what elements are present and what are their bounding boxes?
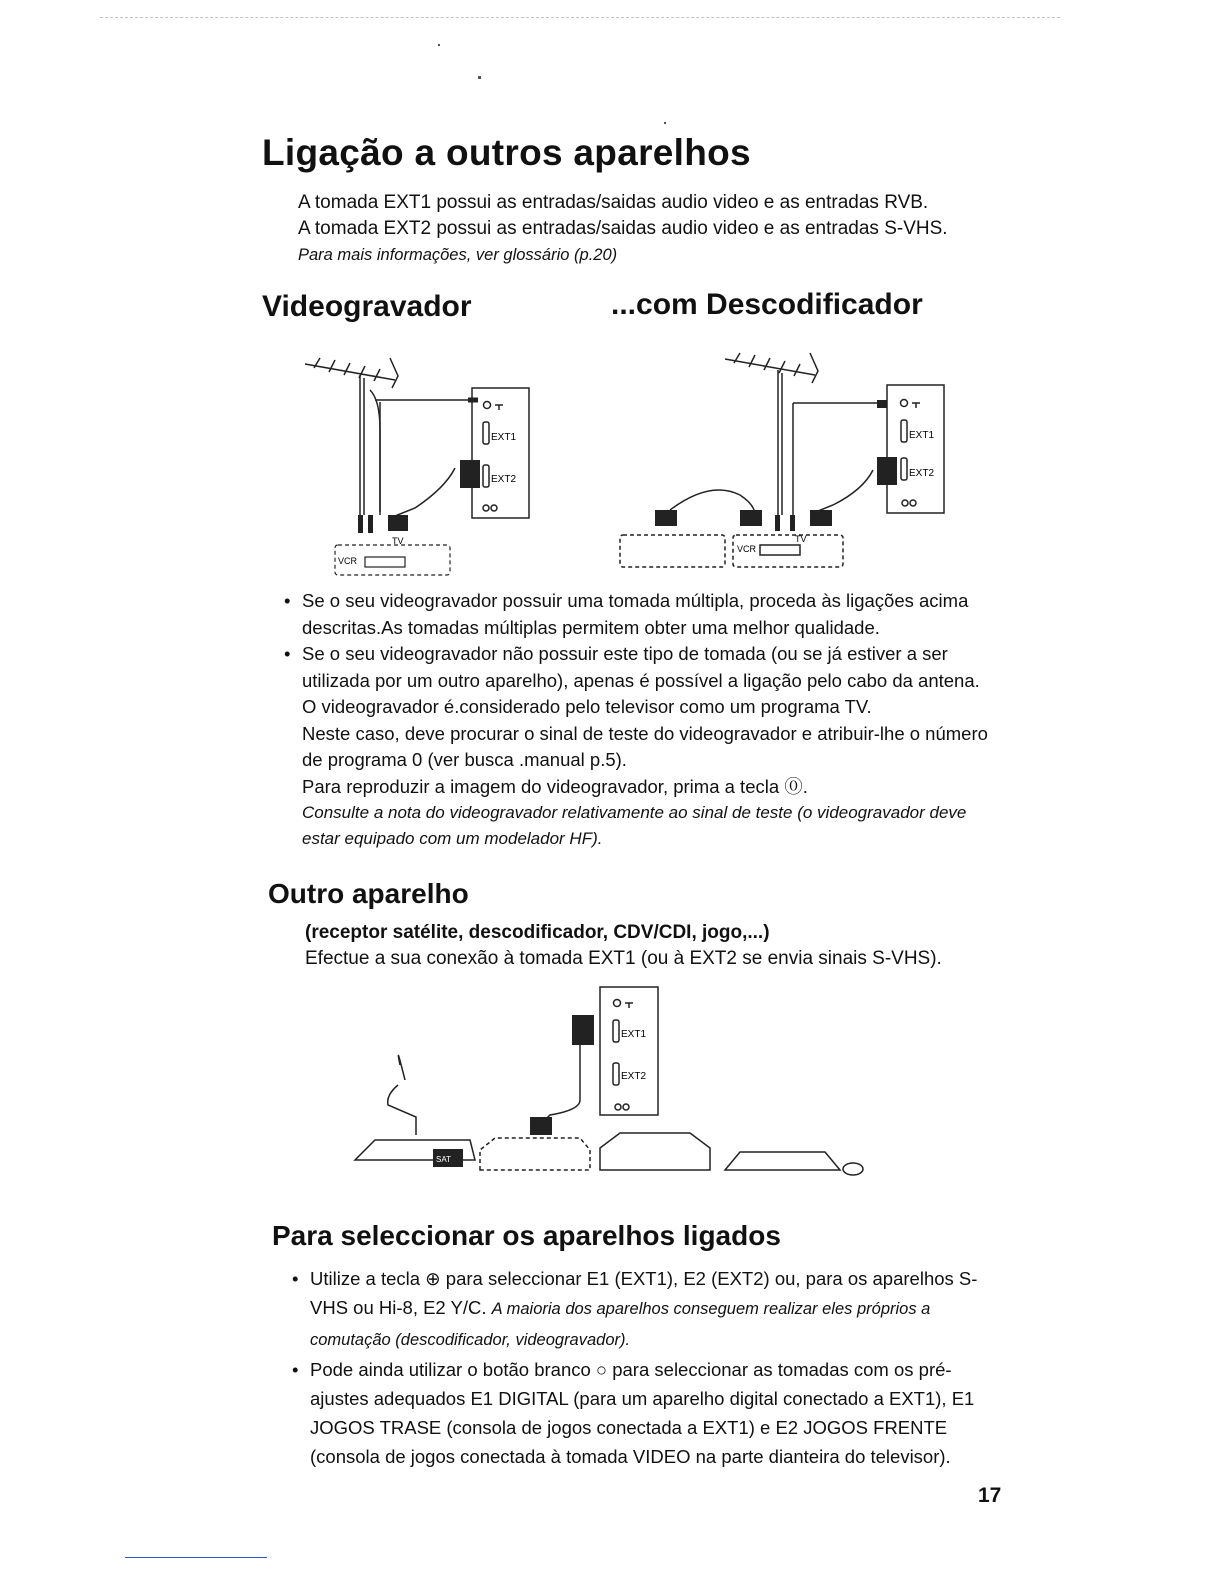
vcr-bullet-2-line-2: O videogravador é.considerado pelo televisor como um programa TV.	[302, 696, 872, 717]
scan-speck	[438, 44, 440, 46]
intro-note: Para mais informações, ver glossário (p.20)	[298, 246, 618, 264]
ext1-label: EXT1	[621, 1029, 647, 1040]
vcr-bullet-2-line-3: Neste caso, deve procurar o sinal de teste do videogravador e atribuir-lhe o número de programa 0 (ver busca .manual p.5).	[302, 722, 988, 770]
select-bullet-1-text: Utilize a tecla ⊕ para seleccionar E1 (EXT1), E2 (EXT2) ou, para os aparelhos S-VHS ou Hi-8, E2 Y/C.	[310, 1268, 978, 1318]
select-bullets	[292, 1264, 992, 1471]
scart-plug-tv	[460, 460, 480, 488]
vcr-bullets	[284, 588, 989, 852]
ext1-label: EXT1	[909, 430, 935, 441]
scart-plug-tv	[572, 1015, 594, 1045]
ext2-label: EXT2	[621, 1071, 647, 1082]
page-number: 17	[978, 1484, 1002, 1507]
intro-line-1: A tomada EXT1 possui as entradas/saidas audio video e as entradas RVB.	[298, 192, 929, 213]
decoder-device	[480, 1138, 590, 1170]
ext1-label: EXT1	[491, 432, 517, 443]
cdv-player	[600, 1133, 710, 1170]
vcr-bullet-2-note: Consulte a nota do videogravador relativamente ao sinal de teste (o videogravador deve estar equipado com um modelador HF).	[302, 803, 967, 848]
other-devices-diagram	[330, 985, 890, 1195]
tv-back-panel	[472, 388, 529, 518]
sat-label: SAT	[436, 1155, 451, 1164]
antenna-tip	[390, 358, 398, 388]
game-mouse	[843, 1163, 863, 1175]
vcr-bullet-1: • Se o seu videogravador possuir uma tomada múltipla, proceda às ligações acima descritas.As tomadas múltiplas permitem obter uma melhor qualidade.	[284, 588, 989, 641]
scart-plug-vcr	[388, 515, 408, 531]
rf-plug-2	[368, 515, 373, 533]
dish-arm	[398, 1055, 405, 1080]
tv-label: TV	[795, 534, 807, 544]
vcr-bullet-2	[284, 641, 989, 852]
heading-outro-aparelho: Outro aparelho	[268, 878, 469, 909]
scart-cable	[813, 470, 873, 513]
decoder-device	[620, 535, 725, 567]
scart-plug-decoder	[655, 510, 677, 526]
vcr-bullet-2-line-1: • Se o seu videogravador não possuir este tipo de tomada (ou se já estiver a ser utilizada por um outro aparelho), apenas é possível a ligação pelo cabo da antena.	[302, 643, 980, 691]
heading-videogravador: Videogravador	[262, 290, 472, 323]
intro-block	[298, 190, 998, 268]
vcr-diagram	[300, 350, 550, 580]
page-title: Ligação a outros aparelhos	[262, 132, 751, 173]
footer-rule	[125, 1557, 267, 1558]
scart-plug-device	[530, 1117, 552, 1135]
scart-cable	[390, 468, 455, 518]
scan-noise-top	[100, 17, 1060, 19]
antenna-boom	[725, 359, 815, 375]
vcr-bullet-2-line-4: Para reproduzir a imagem do videogravador, prima a tecla ⓪.	[302, 775, 808, 797]
ext2-label: EXT2	[491, 474, 517, 485]
vcr-label: VCR	[737, 544, 757, 554]
scart-plug-vcr	[740, 510, 762, 526]
select-bullet-2: • Pode ainda utilizar o botão branco ○ para seleccionar as tomadas com os pré-ajustes adequados E1 DIGITAL (para um aparelho digital conectado a EXT1), E1 JOGOS TRASE (consola de jogos conectada a EXT1) e E2 JOGOS FRENTE (consola de jogos conectada à tomada VIDEO na parte dianteira do televisor).	[292, 1355, 992, 1471]
select-bullet-1	[292, 1264, 992, 1355]
scart-plug-tv	[877, 457, 897, 485]
outro-text: Efectue a sua conexão à tomada EXT1 (ou à EXT2 se envia sinais S-VHS).	[305, 948, 942, 969]
rf-plug-1	[358, 515, 363, 533]
tv-label: TV	[392, 536, 404, 546]
scan-speck	[664, 122, 666, 124]
game-keyboard	[725, 1152, 840, 1170]
antenna-cable	[370, 390, 380, 515]
intro-line-2: A tomada EXT2 possui as entradas/saidas audio video e as entradas S-VHS.	[298, 218, 948, 239]
outro-subheading: (receptor satélite, descodificador, CDV/CDI, jogo,...)	[305, 922, 770, 943]
heading-com-descodificador: ...com Descodificador	[611, 288, 923, 321]
antenna-boom	[305, 364, 395, 380]
ext2-label: EXT2	[909, 468, 935, 479]
scart-cable	[540, 1040, 580, 1125]
select-bullet-1-note: A maioria dos aparelhos conseguem realizar eles próprios a comutação (descodificador, videogravador).	[310, 1300, 931, 1349]
dish-cable	[388, 1085, 416, 1135]
scan-speck	[478, 76, 481, 79]
vcr-label: VCR	[338, 556, 358, 566]
antenna-elements	[314, 358, 380, 381]
decoder-diagram	[615, 345, 955, 585]
heading-para-seleccionar: Para seleccionar os aparelhos ligados	[272, 1220, 781, 1251]
